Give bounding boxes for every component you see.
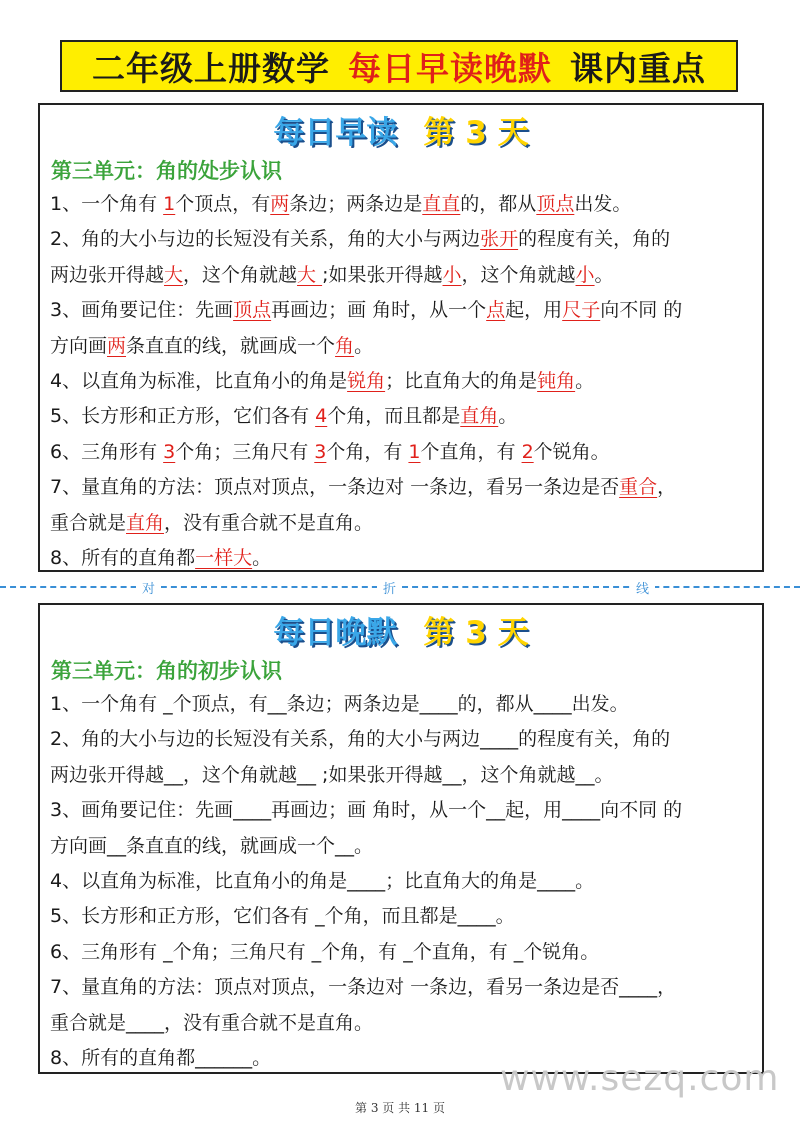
answer-text: 小 (575, 263, 595, 286)
line-text: 条直直的线，就画成一个 (126, 334, 336, 357)
answer-text: 2 (521, 440, 534, 463)
line-text: 。 (354, 334, 374, 357)
answer-text: 角 (335, 334, 355, 357)
morning-line (50, 222, 750, 257)
line-text: 出发。 (574, 193, 632, 215)
line-text: 3、画角要记住：先画 (50, 299, 234, 322)
header-grade-subject: 二年级上册数学 (92, 48, 330, 88)
answer-text: 大 (297, 263, 323, 286)
morning-unit-heading: 第三单元：角的处步认识 (51, 159, 282, 183)
evening-dictation-title (40, 611, 762, 655)
line-text: ，这个角就越 (183, 263, 298, 286)
line-text: 个角，而且都是 (327, 405, 461, 428)
evening-line: 方向画__条直直的线，就画成一个__。 (50, 834, 374, 857)
line-text: 个角；三角尺有 (175, 440, 315, 463)
line-text: 8、所有的直角都 (50, 546, 196, 569)
evening-lines (50, 687, 750, 1076)
fold-label-middle: 折 (377, 578, 402, 597)
header-key-points: 课内重点 (570, 48, 706, 88)
evening-line: 重合就是____，没有重合就不是直角。 (50, 1011, 374, 1034)
answer-text: 3 (314, 440, 327, 463)
answer-text: 小 (442, 263, 462, 286)
evening-dictation-box (38, 603, 764, 1074)
answer-text: 直直 (422, 193, 461, 215)
line-text: 再画边；画 角时，从一个 (271, 299, 487, 322)
answer-text: 张开 (480, 228, 519, 251)
line-text: 6、三角形有 (50, 440, 164, 463)
evening-line: 7、量直角的方法：顶点对顶点，一条边对 一条边，看另一条边是否____， (50, 976, 677, 999)
watermark: www.sezq.com (500, 1058, 780, 1099)
line-text: 4、以直角为标准，比直角小的角是 (50, 369, 348, 392)
line-text: ;如果张开得越 (322, 263, 443, 286)
line-text: 的程度有关，角的 (518, 228, 671, 251)
line-text: 。 (498, 405, 518, 428)
line-text: 5、长方形和正方形，它们各有 (50, 405, 316, 428)
answer-text: 尺子 (562, 299, 601, 322)
line-text: 条边；两条边是 (289, 193, 423, 215)
morning-line (50, 435, 750, 470)
morning-reading-box (38, 103, 764, 572)
morning-line (50, 506, 750, 541)
line-text: 个锐角。 (533, 440, 610, 463)
answer-text: 两 (107, 334, 127, 357)
line-text: 。 (252, 546, 272, 569)
line-text: 1、一个角有 (50, 193, 164, 215)
line-text: 重合就是 (50, 511, 127, 534)
evening-line: 5、长方形和正方形，它们各有 _个角，而且都是____。 (50, 905, 515, 928)
line-text: 。 (575, 369, 595, 392)
evening-unit-heading: 第三单元：角的初步认识 (51, 659, 282, 683)
morning-line (50, 541, 750, 576)
answer-text: 点 (486, 299, 506, 322)
morning-reading-title (40, 111, 762, 155)
line-text: ；比直角大的角是 (385, 369, 538, 392)
morning-line (50, 329, 750, 364)
answer-text: 顶点 (536, 193, 575, 215)
morning-title-text: 每日早读 (273, 115, 398, 151)
answer-text: 重合 (619, 476, 658, 499)
morning-line (50, 187, 750, 222)
line-text: ， (657, 476, 677, 499)
line-text: 起，用 (505, 299, 563, 322)
line-text: 的，都从 (460, 193, 537, 215)
fold-label-left: 对 (136, 578, 161, 597)
line-text: 。 (594, 263, 614, 286)
answer-text: 顶点 (233, 299, 272, 322)
evening-line: 4、以直角为标准，比直角小的角是____；比直角大的角是____。 (50, 869, 595, 892)
line-text: ，没有重合就不是直角。 (164, 511, 374, 534)
line-text: ，这个角就越 (461, 263, 576, 286)
evening-line: 8、所有的直角都______。 (50, 1046, 272, 1069)
answer-text: 4 (315, 405, 328, 428)
line-text: 个直角，有 (420, 440, 522, 463)
morning-lines (50, 187, 750, 576)
morning-line (50, 293, 750, 328)
header-highlight: 每日早读晚默 (348, 48, 552, 88)
answer-text: 1 (163, 193, 176, 215)
morning-line (50, 470, 750, 505)
answer-text: 直角 (126, 511, 165, 534)
line-text: 向不同 的 (600, 299, 683, 322)
answer-text: 1 (408, 440, 421, 463)
line-text: 个顶点，有 (175, 193, 271, 215)
evening-line: 1、一个角有 _个顶点，有__条边；两条边是____的，都从____出发。 (50, 693, 629, 715)
morning-line (50, 258, 750, 293)
line-text: 方向画 (50, 334, 108, 357)
page-header (60, 40, 738, 92)
morning-line (50, 399, 750, 434)
answer-text: 两 (270, 193, 290, 215)
answer-text: 3 (163, 440, 176, 463)
morning-day-label: 第 3 天 (423, 115, 529, 151)
line-text: 7、量直角的方法：顶点对顶点，一条边对 一条边，看另一条边是否 (50, 476, 620, 499)
answer-text: 一样大 (195, 546, 253, 569)
line-text: 两边张开得越 (50, 263, 165, 286)
answer-text: 钝角 (537, 369, 576, 392)
answer-text: 直角 (460, 405, 499, 428)
answer-text: 大 (164, 263, 184, 286)
evening-line: 2、角的大小与边的长短没有关系，角的大小与两边____的程度有关，角的 (50, 728, 671, 751)
line-text: 个角，有 (326, 440, 409, 463)
evening-line: 3、画角要记住：先画____再画边；画 角时，从一个__起，用____向不同 的 (50, 799, 683, 822)
answer-text: 锐角 (347, 369, 386, 392)
evening-title-text: 每日晚默 (273, 615, 398, 651)
evening-line: 两边张开得越__，这个角就越__ ;如果张开得越__，这个角就越__。 (50, 763, 614, 786)
morning-line (50, 364, 750, 399)
fold-label-right: 线 (630, 578, 655, 597)
evening-line: 6、三角形有 _个角；三角尺有 _个角，有 _个直角，有 _个锐角。 (50, 940, 600, 963)
line-text: 2、角的大小与边的长短没有关系，角的大小与两边 (50, 228, 481, 251)
evening-day-label: 第 3 天 (423, 615, 529, 651)
page-number: 第 3 页 共 11 页 (355, 1101, 445, 1115)
